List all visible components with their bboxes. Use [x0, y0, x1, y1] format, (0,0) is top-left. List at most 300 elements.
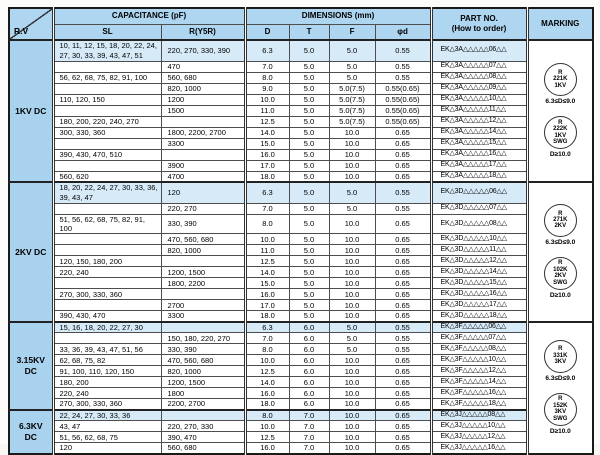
sl-capacitance-cell — [53, 138, 161, 149]
sl-capacitance-cell: 43, 47 — [53, 421, 161, 432]
marking-diameter-range: D≥10.0 — [549, 151, 571, 158]
dimension-t-cell: 6.0 — [289, 388, 329, 399]
capacitance-header: CAPACITANCE (pF) — [53, 8, 245, 24]
table-row — [9, 432, 593, 443]
dimension-phid-cell: 0.55 — [375, 333, 431, 344]
dimension-d-cell: 7.0 — [245, 61, 289, 72]
part-number-cell: EK△3J△△△△△12△△ — [431, 432, 527, 443]
marking-group-wrap — [532, 340, 590, 436]
dimension-t-cell: 7.0 — [289, 421, 329, 432]
dimension-t-cell: 5.0 — [289, 94, 329, 105]
dimension-d-cell: 10.0 — [245, 355, 289, 366]
dimension-phid-cell: 0.65 — [375, 289, 431, 300]
dimension-phid-cell: 0.55 — [375, 40, 431, 61]
sl-capacitance-cell — [53, 333, 161, 344]
table-row — [9, 171, 593, 182]
table-row — [9, 289, 593, 300]
table-row — [9, 311, 593, 322]
r-y5r-capacitance-cell: 1800 — [161, 388, 245, 399]
dimension-t-cell: 5.0 — [289, 61, 329, 72]
r-y5r-capacitance-cell: 470, 560, 680 — [161, 355, 245, 366]
dimension-t-cell: 6.0 — [289, 399, 329, 410]
dimension-t-cell: 6.0 — [289, 344, 329, 355]
dimension-t-cell: 5.0 — [289, 138, 329, 149]
dimension-d-cell: 10.0 — [245, 94, 289, 105]
part-number-cell: EK△3A△△△△△15△△ — [431, 138, 527, 149]
part-number-cell: EK△3A△△△△△14△△ — [431, 127, 527, 138]
dimension-phid-cell: 0.65 — [375, 138, 431, 149]
marking-circle-line: R — [558, 69, 563, 76]
dimension-t-cell: 5.0 — [289, 149, 329, 160]
marking-circle-line: 152K — [553, 402, 568, 409]
dimension-t-cell: 5.0 — [289, 40, 329, 61]
marking-group — [544, 340, 577, 383]
sl-capacitance-cell — [53, 83, 161, 94]
dimension-f-cell: 10.0 — [329, 256, 375, 267]
table-row — [9, 333, 593, 344]
dimension-d-cell: 7.0 — [245, 333, 289, 344]
sl-capacitance-cell: 300, 330, 360 — [53, 127, 161, 138]
marking-group-wrap — [532, 63, 590, 159]
sl-capacitance-cell — [53, 300, 161, 311]
marking-cell — [527, 40, 593, 182]
dimension-t-cell: 5.0 — [289, 160, 329, 171]
table-row — [9, 214, 593, 234]
dimension-d-cell: 8.0 — [245, 214, 289, 234]
part-number-cell: EK△3F△△△△△16△△ — [431, 388, 527, 399]
dimension-f-cell: 5.0 — [329, 40, 375, 61]
dimension-f-cell: 5.0(7.5) — [329, 83, 375, 94]
sl-capacitance-cell: 51, 56, 62, 68, 75 — [53, 432, 161, 443]
r-y5r-capacitance-cell — [161, 256, 245, 267]
dimension-f-cell: 10.0 — [329, 160, 375, 171]
part-number-cell: EK△3D△△△△△12△△ — [431, 256, 527, 267]
marking-circle — [544, 63, 577, 96]
dimension-f-cell: 10.0 — [329, 399, 375, 410]
dimension-phid-cell: 0.55 — [375, 322, 431, 333]
dimension-t-cell: 5.0 — [289, 300, 329, 311]
part-number-cell: EK△3D△△△△△10△△ — [431, 234, 527, 245]
sl-capacitance-cell — [53, 203, 161, 214]
part-number-cell: EK△3D△△△△△14△△ — [431, 267, 527, 278]
dimension-f-cell: 10.0 — [329, 388, 375, 399]
dimension-t-cell: 5.0 — [289, 311, 329, 322]
sl-capacitance-cell: 120, 150, 180, 200 — [53, 256, 161, 267]
dimension-f-cell: 5.0 — [329, 203, 375, 214]
dimension-f-cell: 10.0 — [329, 410, 375, 421]
marking-diameter-range: D≥10.0 — [549, 291, 571, 299]
marking-circle — [544, 116, 577, 149]
marking-circle-line: R — [558, 396, 563, 403]
dimension-d-cell: 16.0 — [245, 289, 289, 300]
dimension-phid-cell: 0.65 — [375, 388, 431, 399]
voltage-label: 2KV DC — [9, 182, 53, 322]
table-row — [9, 40, 593, 61]
dimension-d-cell: 18.0 — [245, 399, 289, 410]
r-y5r-capacitance-cell: 1200, 1500 — [161, 267, 245, 278]
marking-circle-line: 3KV — [554, 359, 567, 366]
dimension-t-cell: 6.0 — [289, 377, 329, 388]
table-row — [9, 421, 593, 432]
f-header: F — [329, 24, 375, 40]
dimension-t-cell: 5.0 — [289, 256, 329, 267]
dimension-phid-cell: 0.65 — [375, 432, 431, 443]
part-number-cell: EK△3D△△△△△06△△ — [431, 182, 527, 203]
table-row — [9, 377, 593, 388]
table-row — [9, 410, 593, 421]
r-y5r-capacitance-cell: 1200, 1500 — [161, 377, 245, 388]
table-row — [9, 245, 593, 256]
dimension-phid-cell: 0.65 — [375, 399, 431, 410]
dimension-phid-cell: 0.65 — [375, 256, 431, 267]
dimension-t-cell: 5.0 — [289, 234, 329, 245]
dimension-f-cell: 10.0 — [329, 432, 375, 443]
sl-capacitance-cell: 270, 300, 330, 360 — [53, 289, 161, 300]
sl-capacitance-cell — [53, 278, 161, 289]
capacitor-spec-table — [8, 7, 594, 455]
dimension-phid-cell: 0.65 — [375, 410, 431, 421]
part-number-cell: EK△3A△△△△△07△△ — [431, 61, 527, 72]
dimension-t-cell: 6.0 — [289, 355, 329, 366]
r-y5r-capacitance-cell: 3300 — [161, 311, 245, 322]
part-number-cell: EK△3D△△△△△17△△ — [431, 300, 527, 311]
dimension-t-cell: 5.0 — [289, 127, 329, 138]
dimension-d-cell: 14.0 — [245, 377, 289, 388]
table-row — [9, 344, 593, 355]
dimension-d-cell: 8.0 — [245, 344, 289, 355]
dimension-d-cell: 14.0 — [245, 127, 289, 138]
dimension-f-cell: 5.0(7.5) — [329, 116, 375, 127]
dimension-phid-cell: 0.65 — [375, 149, 431, 160]
dimension-f-cell: 10.0 — [329, 267, 375, 278]
table-row — [9, 366, 593, 377]
r-y5r-capacitance-cell: 4700 — [161, 171, 245, 182]
marking-circle — [544, 204, 577, 237]
dimension-t-cell: 5.0 — [289, 245, 329, 256]
sl-capacitance-cell: 91, 100, 110, 120, 150 — [53, 366, 161, 377]
dimension-phid-cell: 0.65 — [375, 377, 431, 388]
part-no-header-line2: (How to order) — [451, 24, 507, 33]
dimension-phid-cell: 0.55 — [375, 72, 431, 83]
dimension-d-cell: 9.0 — [245, 83, 289, 94]
marking-circle-line: 271K — [553, 217, 568, 224]
sl-capacitance-cell: 62, 68, 75, 82 — [53, 355, 161, 366]
marking-diameter-range: 6.3≤D≤9.0 — [545, 374, 576, 382]
r-y5r-capacitance-cell — [161, 322, 245, 333]
table-row — [9, 300, 593, 311]
part-number-cell: EK△3D△△△△△18△△ — [431, 311, 527, 322]
marking-diameter-range: 6.3≤D≤9.0 — [545, 238, 576, 246]
marking-circle-line: R — [558, 210, 563, 217]
marking-group — [544, 393, 577, 436]
dimension-phid-cell: 0.55 — [375, 203, 431, 214]
marking-circle-line: 3KV — [554, 409, 567, 416]
dimension-t-cell: 5.0 — [289, 171, 329, 182]
part-number-cell: EK△3J△△△△△08△△ — [431, 410, 527, 421]
dimension-f-cell: 10.0 — [329, 214, 375, 234]
part-number-cell: EK△3D△△△△△08△△ — [431, 214, 527, 234]
dimension-d-cell: 8.0 — [245, 410, 289, 421]
r-y5r-capacitance-cell: 330, 390 — [161, 344, 245, 355]
sl-capacitance-cell: 18, 20, 22, 24, 27, 30, 33, 36, 39, 43, 47 — [53, 182, 161, 203]
part-number-cell: EK△3F△△△△△18△△ — [431, 399, 527, 410]
dimension-phid-cell: 0.55 — [375, 182, 431, 203]
sl-capacitance-cell — [53, 245, 161, 256]
sl-capacitance-cell: 33, 36, 39, 43, 47, 51, 56 — [53, 344, 161, 355]
dimension-d-cell: 18.0 — [245, 311, 289, 322]
table-row — [9, 267, 593, 278]
dimension-d-cell: 16.0 — [245, 149, 289, 160]
sl-capacitance-cell: 10, 11, 12, 15, 18, 20, 22, 24, 27, 30, 33, 39, 43, 47, 51 — [53, 40, 161, 61]
phid-header: φd — [375, 24, 431, 40]
marking-diameter-range: 6.3≤D≤9.0 — [545, 97, 576, 105]
table-row — [9, 72, 593, 83]
dimension-d-cell: 17.0 — [245, 300, 289, 311]
r-y5r-capacitance-cell: 560, 680 — [161, 443, 245, 454]
dimension-t-cell: 5.0 — [289, 116, 329, 127]
dimension-f-cell: 5.0 — [329, 344, 375, 355]
marking-circle-line: 221K — [553, 76, 568, 83]
sl-capacitance-cell: 220, 240 — [53, 267, 161, 278]
sl-capacitance-cell — [53, 61, 161, 72]
dimension-f-cell: 10.0 — [329, 355, 375, 366]
dimension-t-cell: 6.0 — [289, 366, 329, 377]
marking-circle-line: 331K — [553, 352, 568, 359]
dimension-f-cell: 10.0 — [329, 443, 375, 454]
dimension-d-cell: 16.0 — [245, 388, 289, 399]
dimension-f-cell: 5.0(7.5) — [329, 105, 375, 116]
dimension-f-cell: 10.0 — [329, 127, 375, 138]
dimension-f-cell: 10.0 — [329, 278, 375, 289]
marking-circle — [544, 340, 577, 373]
table-row — [9, 138, 593, 149]
dimension-d-cell: 6.3 — [245, 322, 289, 333]
dimension-f-cell: 5.0 — [329, 182, 375, 203]
marking-circle-line: R — [558, 260, 563, 267]
d-header: D — [245, 24, 289, 40]
marking-cell — [527, 322, 593, 454]
dimension-t-cell: 5.0 — [289, 214, 329, 234]
dimension-d-cell: 6.3 — [245, 40, 289, 61]
r-y5r-capacitance-cell — [161, 149, 245, 160]
dimension-f-cell: 10.0 — [329, 377, 375, 388]
r-y5r-capacitance-cell: 1500 — [161, 105, 245, 116]
marking-circle-line: SWG — [553, 415, 568, 422]
r-y5r-capacitance-cell: 2700 — [161, 300, 245, 311]
marking-circle-line: R — [558, 119, 563, 126]
r-y5r-capacitance-cell: 1200 — [161, 94, 245, 105]
r-y5r-capacitance-cell — [161, 116, 245, 127]
table-row — [9, 256, 593, 267]
dimension-t-cell: 6.0 — [289, 322, 329, 333]
part-number-cell: EK△3J△△△△△10△△ — [431, 421, 527, 432]
dimension-f-cell: 10.0 — [329, 366, 375, 377]
marking-circle-line: 222K — [553, 126, 568, 133]
table-row — [9, 355, 593, 366]
r-y5r-capacitance-cell — [161, 410, 245, 421]
table-row — [9, 116, 593, 127]
dimension-t-cell: 7.0 — [289, 432, 329, 443]
dimension-f-cell: 5.0(7.5) — [329, 94, 375, 105]
dimension-d-cell: 11.0 — [245, 245, 289, 256]
marking-group-wrap — [532, 204, 590, 300]
r-y5r-capacitance-cell: 120 — [161, 182, 245, 203]
marking-group — [544, 257, 577, 300]
sl-capacitance-cell: 110, 120, 150 — [53, 94, 161, 105]
r-y5r-capacitance-cell: 470 — [161, 61, 245, 72]
marking-circle-line: 2KV — [554, 223, 567, 230]
table-row — [9, 127, 593, 138]
sl-header: SL — [53, 24, 161, 40]
marking-circle-line: 1KV — [554, 132, 567, 139]
dimension-phid-cell: 0.55(0.65) — [375, 105, 431, 116]
table-row — [9, 149, 593, 160]
part-number-cell: EK△3D△△△△△11△△ — [431, 245, 527, 256]
part-number-cell: EK△3A△△△△△16△△ — [431, 149, 527, 160]
sl-capacitance-cell: 560, 620 — [53, 171, 161, 182]
part-number-cell: EK△3J△△△△△16△△ — [431, 443, 527, 454]
dimension-phid-cell: 0.55(0.65) — [375, 83, 431, 94]
dimension-d-cell: 8.0 — [245, 72, 289, 83]
r-y5r-capacitance-cell: 220, 270, 330 — [161, 421, 245, 432]
marking-circle-line: R — [558, 346, 563, 353]
dimension-t-cell: 5.0 — [289, 289, 329, 300]
dimension-phid-cell: 0.65 — [375, 421, 431, 432]
r-y5r-capacitance-cell: 3300 — [161, 138, 245, 149]
part-number-cell: EK△3A△△△△△06△△ — [431, 40, 527, 61]
table-row — [9, 182, 593, 203]
part-no-header — [431, 8, 527, 40]
r-y5r-capacitance-cell: 820, 1000 — [161, 366, 245, 377]
dimension-t-cell: 7.0 — [289, 443, 329, 454]
dimension-phid-cell: 0.65 — [375, 160, 431, 171]
marking-circle — [544, 393, 577, 426]
part-number-cell: EK△3A△△△△△17△△ — [431, 160, 527, 171]
dimension-f-cell: 10.0 — [329, 421, 375, 432]
dimension-f-cell: 10.0 — [329, 311, 375, 322]
marking-circle-line: 1KV — [554, 82, 567, 89]
dimension-d-cell: 10.0 — [245, 234, 289, 245]
dimension-d-cell: 16.0 — [245, 443, 289, 454]
dimension-d-cell: 15.0 — [245, 138, 289, 149]
sl-capacitance-cell: 56, 62, 68, 75, 82, 91, 100 — [53, 72, 161, 83]
sl-capacitance-cell — [53, 234, 161, 245]
dimension-d-cell: 18.0 — [245, 171, 289, 182]
dimension-t-cell: 6.0 — [289, 333, 329, 344]
dimension-phid-cell: 0.65 — [375, 214, 431, 234]
sl-capacitance-cell: 180, 200 — [53, 377, 161, 388]
r-y5r-capacitance-cell: 1800, 2200, 2700 — [161, 127, 245, 138]
part-number-cell: EK△3A△△△△△09△△ — [431, 83, 527, 94]
table-row — [9, 83, 593, 94]
dimension-phid-cell: 0.65 — [375, 300, 431, 311]
dimension-phid-cell: 0.65 — [375, 443, 431, 454]
dimension-phid-cell: 0.55 — [375, 61, 431, 72]
dimension-d-cell: 10.0 — [245, 421, 289, 432]
dimension-phid-cell: 0.65 — [375, 366, 431, 377]
dimension-phid-cell: 0.65 — [375, 171, 431, 182]
r-y5r-capacitance-cell — [161, 289, 245, 300]
r-y5r-capacitance-cell: 820, 1000 — [161, 83, 245, 94]
dimension-d-cell: 6.3 — [245, 182, 289, 203]
voltage-label: 6.3KV DC — [9, 410, 53, 454]
table-row — [9, 94, 593, 105]
part-number-cell: EK△3D△△△△△07△△ — [431, 203, 527, 214]
dimension-t-cell: 5.0 — [289, 72, 329, 83]
part-number-cell: EK△3F△△△△△06△△ — [431, 322, 527, 333]
table-row — [9, 399, 593, 410]
part-number-cell: EK△3D△△△△△15△△ — [431, 278, 527, 289]
sl-capacitance-cell: 270, 300, 330, 360 — [53, 399, 161, 410]
part-number-cell: EK△3F△△△△△14△△ — [431, 377, 527, 388]
corner-rv-cell — [9, 8, 53, 40]
dimension-f-cell: 10.0 — [329, 149, 375, 160]
dimension-phid-cell: 0.65 — [375, 355, 431, 366]
dimension-phid-cell: 0.65 — [375, 278, 431, 289]
marking-circle-line: SWG — [553, 279, 568, 286]
sl-capacitance-cell: 180, 200, 220, 240, 270 — [53, 116, 161, 127]
dimension-phid-cell: 0.65 — [375, 267, 431, 278]
dimension-d-cell: 12.5 — [245, 256, 289, 267]
dimension-d-cell: 7.0 — [245, 203, 289, 214]
sl-capacitance-cell: 22, 24, 27, 30, 33, 36 — [53, 410, 161, 421]
r-y5r-capacitance-cell: 820, 1000 — [161, 245, 245, 256]
dimension-f-cell: 10.0 — [329, 300, 375, 311]
dimension-phid-cell: 0.55 — [375, 344, 431, 355]
marking-circle — [544, 257, 577, 290]
part-no-header-line1: PART NO. — [460, 14, 498, 23]
marking-group — [544, 116, 577, 159]
part-number-cell: EK△3D△△△△△16△△ — [431, 289, 527, 300]
r-y5r-capacitance-cell: 1800, 2200 — [161, 278, 245, 289]
table-body — [9, 40, 593, 454]
part-number-cell: EK△3A△△△△△11△△ — [431, 105, 527, 116]
dimension-f-cell: 5.0 — [329, 322, 375, 333]
r-y5r-capacitance-cell: 3900 — [161, 160, 245, 171]
table-row — [9, 234, 593, 245]
dimension-t-cell: 5.0 — [289, 105, 329, 116]
sl-capacitance-cell — [53, 160, 161, 171]
dimension-t-cell: 5.0 — [289, 203, 329, 214]
marking-circle-line: 2KV — [554, 273, 567, 280]
sl-capacitance-cell: 51, 56, 62, 68, 75, 82, 91, 100 — [53, 214, 161, 234]
part-number-cell: EK△3F△△△△△08△△ — [431, 344, 527, 355]
table-header — [9, 8, 593, 40]
dimensions-header: DIMENSIONS (mm) — [245, 8, 431, 24]
dimension-d-cell: 15.0 — [245, 278, 289, 289]
part-number-cell: EK△3F△△△△△10△△ — [431, 355, 527, 366]
marking-diameter-range: D≥10.0 — [549, 427, 571, 435]
dimension-d-cell: 12.5 — [245, 116, 289, 127]
voltage-label: 3.15KV DC — [9, 322, 53, 410]
sl-capacitance-cell: 390, 430, 470 — [53, 311, 161, 322]
r-y5r-capacitance-cell: 560, 680 — [161, 72, 245, 83]
marking-group — [544, 204, 577, 247]
dimension-f-cell: 5.0 — [329, 72, 375, 83]
voltage-label: 1KV DC — [9, 40, 53, 182]
sl-capacitance-cell: 15, 16, 18, 20, 22, 27, 30 — [53, 322, 161, 333]
dimension-phid-cell: 0.65 — [375, 234, 431, 245]
dimension-phid-cell: 0.65 — [375, 245, 431, 256]
dimension-t-cell: 5.0 — [289, 278, 329, 289]
table-row — [9, 278, 593, 289]
sl-capacitance-cell — [53, 105, 161, 116]
r-y5r-capacitance-cell: 330, 390 — [161, 214, 245, 234]
dimension-f-cell: 10.0 — [329, 245, 375, 256]
dimension-t-cell: 5.0 — [289, 182, 329, 203]
r-y5r-capacitance-cell: 220, 270 — [161, 203, 245, 214]
r-y5r-header: R(Y5R) — [161, 24, 245, 40]
